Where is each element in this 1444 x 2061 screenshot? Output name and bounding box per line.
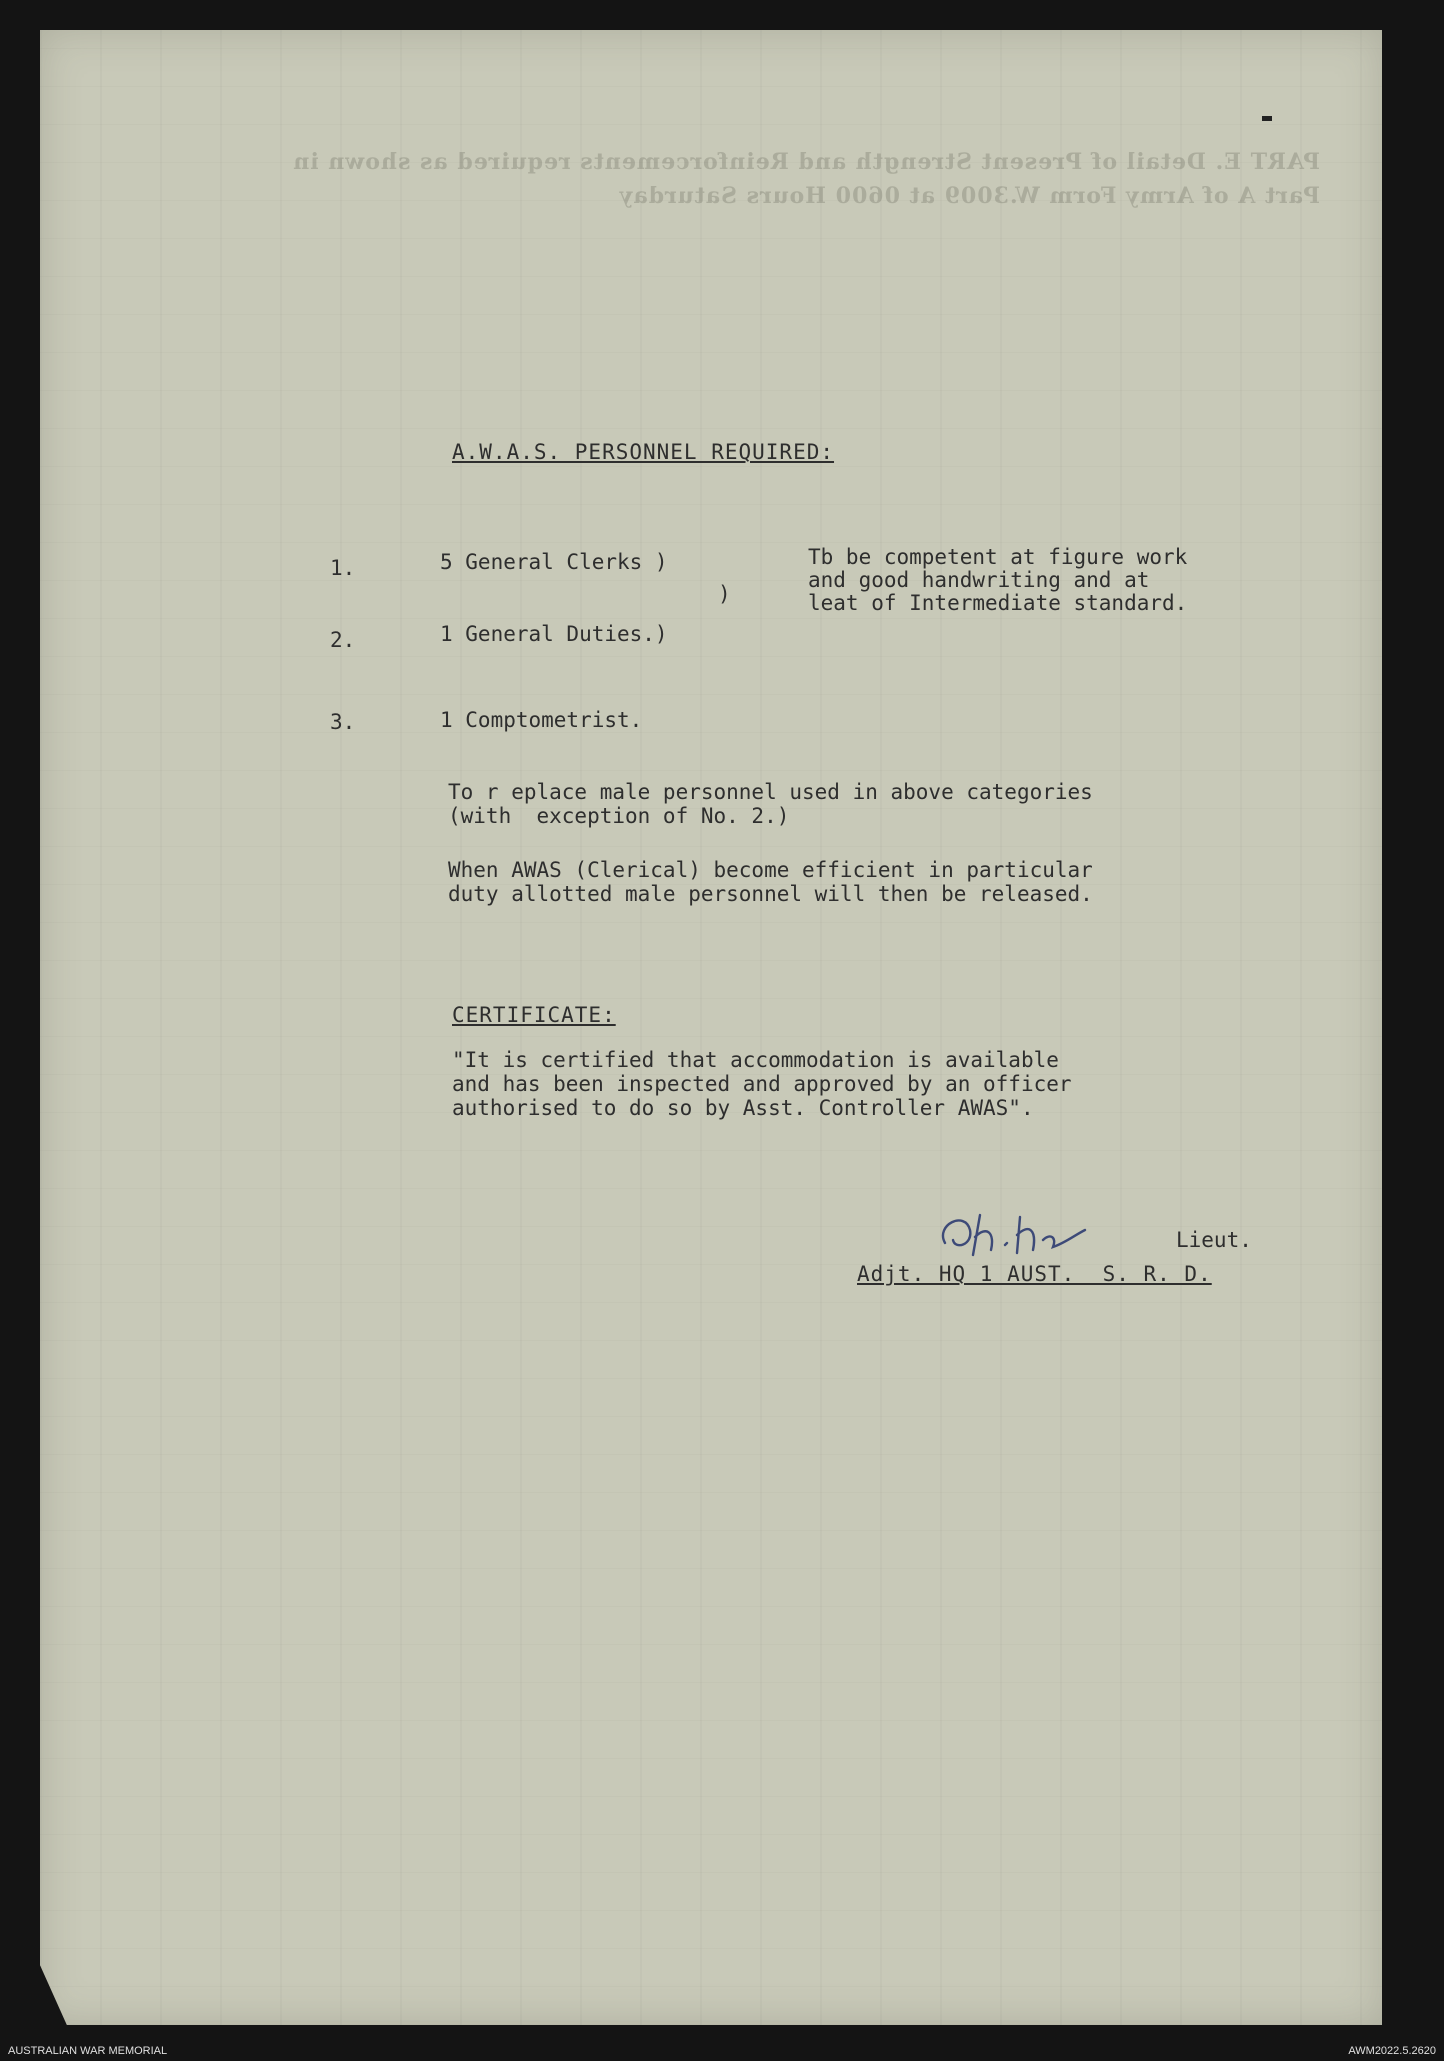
replace-line: (with exception of No. 2.) <box>448 804 790 828</box>
item-text: 1 Comptometrist. <box>440 708 643 732</box>
ink-mark <box>1262 116 1272 121</box>
requirement-line: Tb be competent at figure work <box>808 545 1188 569</box>
certificate-line: "It is certified that accommodation is available <box>452 1048 1059 1072</box>
signatory-rank: Lieut. <box>1176 1228 1252 1252</box>
bleed-through-line: PART E. Detail of Present Strength and Reinforcements required as shown in <box>292 149 1320 175</box>
requirement-line: and good handwriting and at <box>808 568 1150 592</box>
requirement-line: leat of Intermediate standard. <box>808 591 1188 615</box>
document-page <box>40 30 1382 2025</box>
item-text: 5 General Clerks ) <box>440 550 668 574</box>
page-heading: A.W.A.S. PERSONNEL REQUIRED: <box>452 440 835 464</box>
handwritten-signature <box>925 1195 1135 1265</box>
item-text: 1 General Duties.) <box>440 622 668 646</box>
replace-line: To r eplace male personnel used in above categories <box>448 780 1093 804</box>
certificate-heading: CERTIFICATE: <box>452 1003 616 1027</box>
efficient-line: duty allotted male personnel will then be released. <box>448 882 1093 906</box>
certificate-line: and has been inspected and approved by an officer <box>452 1072 1072 1096</box>
efficient-line: When AWAS (Clerical) become efficient in particular <box>448 858 1093 882</box>
item-number: 2. <box>330 628 356 652</box>
archive-credit: AUSTRALIAN WAR MEMORIAL <box>8 2045 168 2057</box>
item-number: 1. <box>330 556 356 580</box>
signatory-appointment: Adjt. HQ 1 AUST. S. R. D. <box>857 1262 1212 1286</box>
bleed-through-line: Part A of Army Form W.3009 at 0600 Hours Saturday <box>618 183 1320 209</box>
bleed-through-text <box>140 145 1320 213</box>
item-number: 3. <box>330 710 356 734</box>
archive-reference: AWM2022.5.2620 <box>1348 2045 1436 2057</box>
certificate-line: authorised to do so by Asst. Controller AWAS". <box>452 1096 1034 1120</box>
bracket: ) <box>718 582 731 606</box>
